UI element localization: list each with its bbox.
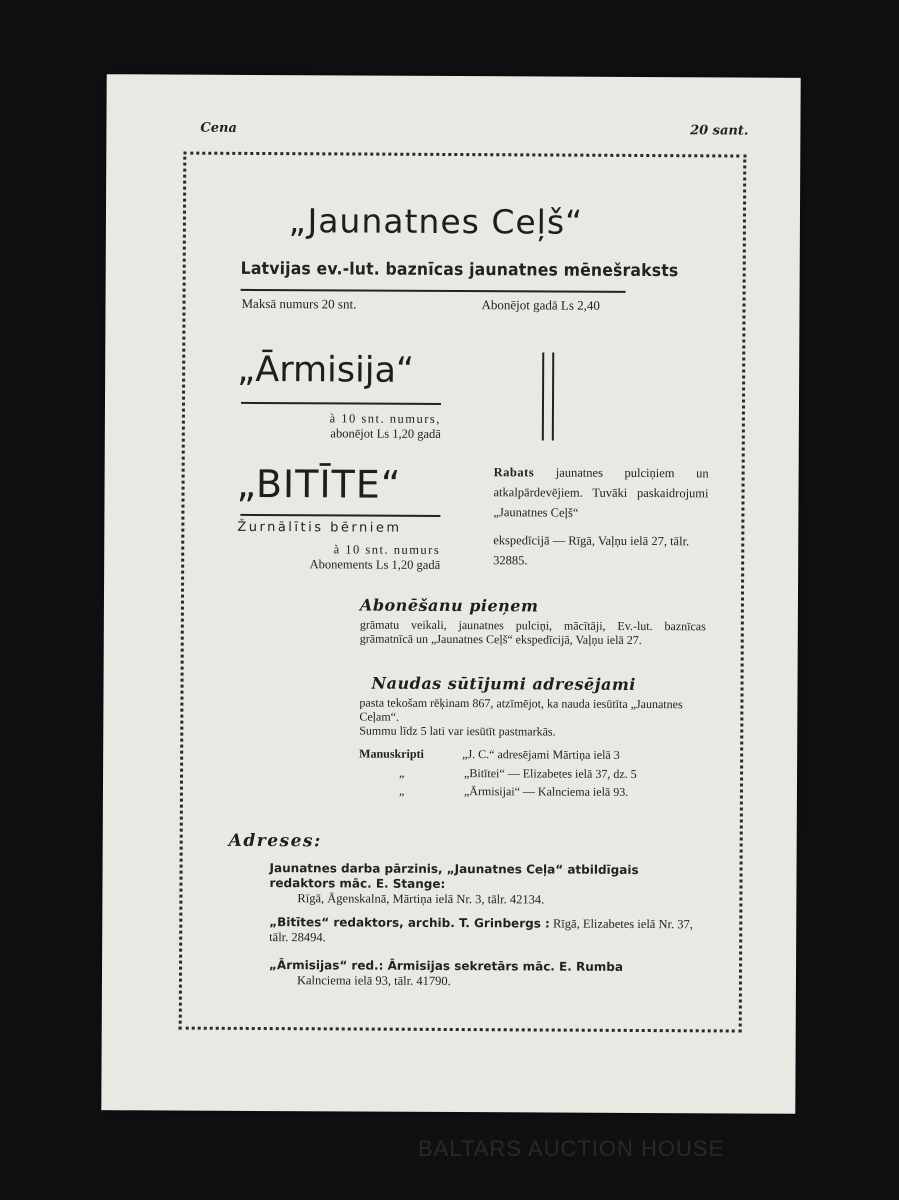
price-value: 20 sant. bbox=[690, 123, 749, 139]
ditto-mark: „ bbox=[399, 765, 405, 780]
jaunatnes-yearly-price: Abonējot gadā Ls 2,40 bbox=[481, 297, 600, 313]
manuscript-label: Manuskripti bbox=[359, 746, 424, 761]
ekspedicija-text: ekspedīcijā — Rīgā, Vaļņu ielā 27, tālr. 32885. bbox=[493, 533, 690, 568]
armisija-yearly-price: abonējot Ls 1,20 gadā bbox=[330, 426, 441, 441]
manuscript-target: „J. C.“ bbox=[462, 747, 495, 762]
manuscript-address: — Kalnciema ielā 93. bbox=[522, 784, 629, 799]
naudas-text bbox=[359, 696, 705, 740]
magazine-back-cover bbox=[101, 74, 800, 1114]
armisija-issue-price: à 10 snt. numurs, bbox=[329, 411, 441, 426]
rabats-body: jaunatnes pulciņiem un atkalpārdevējiem. Tuvāki paskaidrojumi „Jaunatnes Ceļš“ bbox=[493, 465, 709, 520]
jaunatnes-subtitle: Latvijas ev.-lut. baznīcas jaunatnes mēnešraksts bbox=[240, 258, 679, 282]
divider bbox=[240, 514, 440, 517]
bitite-title: „BITĪTE“ bbox=[236, 461, 402, 507]
divider bbox=[241, 402, 441, 405]
rabats-label: Rabats bbox=[493, 465, 535, 480]
address-entry bbox=[269, 915, 701, 947]
naudas-heading: Naudas sūtījumi adresējami bbox=[371, 673, 636, 694]
manuscript-row bbox=[399, 766, 637, 782]
bitite-issue-price: à 10 snt. numurs bbox=[333, 542, 441, 557]
address-entry bbox=[269, 958, 701, 990]
vertical-divider bbox=[552, 353, 554, 441]
naudas-line-1: pasta tekošam rēķinam 867, atzīmējot, ka nauda iesūtīta „Jaunatnes Ceļam“. bbox=[359, 695, 683, 724]
manuscript-row bbox=[359, 747, 620, 763]
auction-watermark: BALTARS AUCTION HOUSE bbox=[418, 1136, 725, 1161]
price-label: Cena bbox=[200, 120, 237, 136]
adreses-heading: Adreses: bbox=[228, 830, 322, 852]
address-title: „Ārmisijas“ red.: Ārmisijas sekretārs māc. E. Rumba bbox=[269, 958, 624, 974]
dotted-frame bbox=[179, 152, 747, 1033]
manuscript-address: adresējami Mārtiņa ielā 3 bbox=[497, 747, 620, 762]
bitite-subtitle: Žurnālītis bērniem bbox=[237, 519, 402, 536]
manuscript-address: — Elizabetes ielā 37, dz. 5 bbox=[507, 766, 637, 781]
naudas-line-2: Summu līdz 5 lati var iesūtīt pastmarkās. bbox=[359, 723, 556, 739]
divider bbox=[241, 289, 626, 293]
jaunatnes-title: „Jaunatnes Ceļš“ bbox=[288, 201, 584, 242]
bitite-yearly-price: Abonements Ls 1,20 gadā bbox=[309, 557, 441, 572]
rabats-text bbox=[493, 462, 708, 523]
vertical-divider bbox=[542, 352, 544, 440]
address-detail: Rīgā, Āgenskalnā, Mārtiņa ielā Nr. 3, tālr. 42134. bbox=[297, 891, 545, 907]
jaunatnes-issue-price: Maksā numurs 20 snt. bbox=[241, 295, 357, 312]
manuscript-target: „Ārmisijai“ bbox=[463, 784, 520, 799]
ditto-mark: „ bbox=[398, 783, 405, 798]
address-detail: Kalnciema ielā 93, tālr. 41790. bbox=[296, 973, 451, 989]
manuscript-row bbox=[399, 784, 628, 800]
address-title: Jaunatnes darba pārzinis, „Jaunatnes Ceļa“ atbildīgais redaktors māc. E. Stange: bbox=[269, 861, 639, 891]
abonesanu-text: grāmatu veikali, jaunatnes pulciņi, mācītāji, Ev.-lut. baznīcas grāmatnīcā un „Jaunatnes Ceļš“ ekspedīcijā, Vaļņu ielā 27. bbox=[359, 617, 706, 647]
abonesanu-heading: Abonēšanu pieņem bbox=[359, 595, 539, 616]
armisija-title: „Ārmisija“ bbox=[237, 349, 415, 391]
address-title: „Bitītes“ redaktors, archib. T. Grinbergs : bbox=[269, 915, 550, 931]
address-entry bbox=[269, 861, 701, 908]
address-detail: Rīgā, Elizabetes ielā Nr. 37, tālr. 28494. bbox=[269, 916, 693, 945]
manuscript-target: „Bitītei“ bbox=[464, 766, 505, 781]
